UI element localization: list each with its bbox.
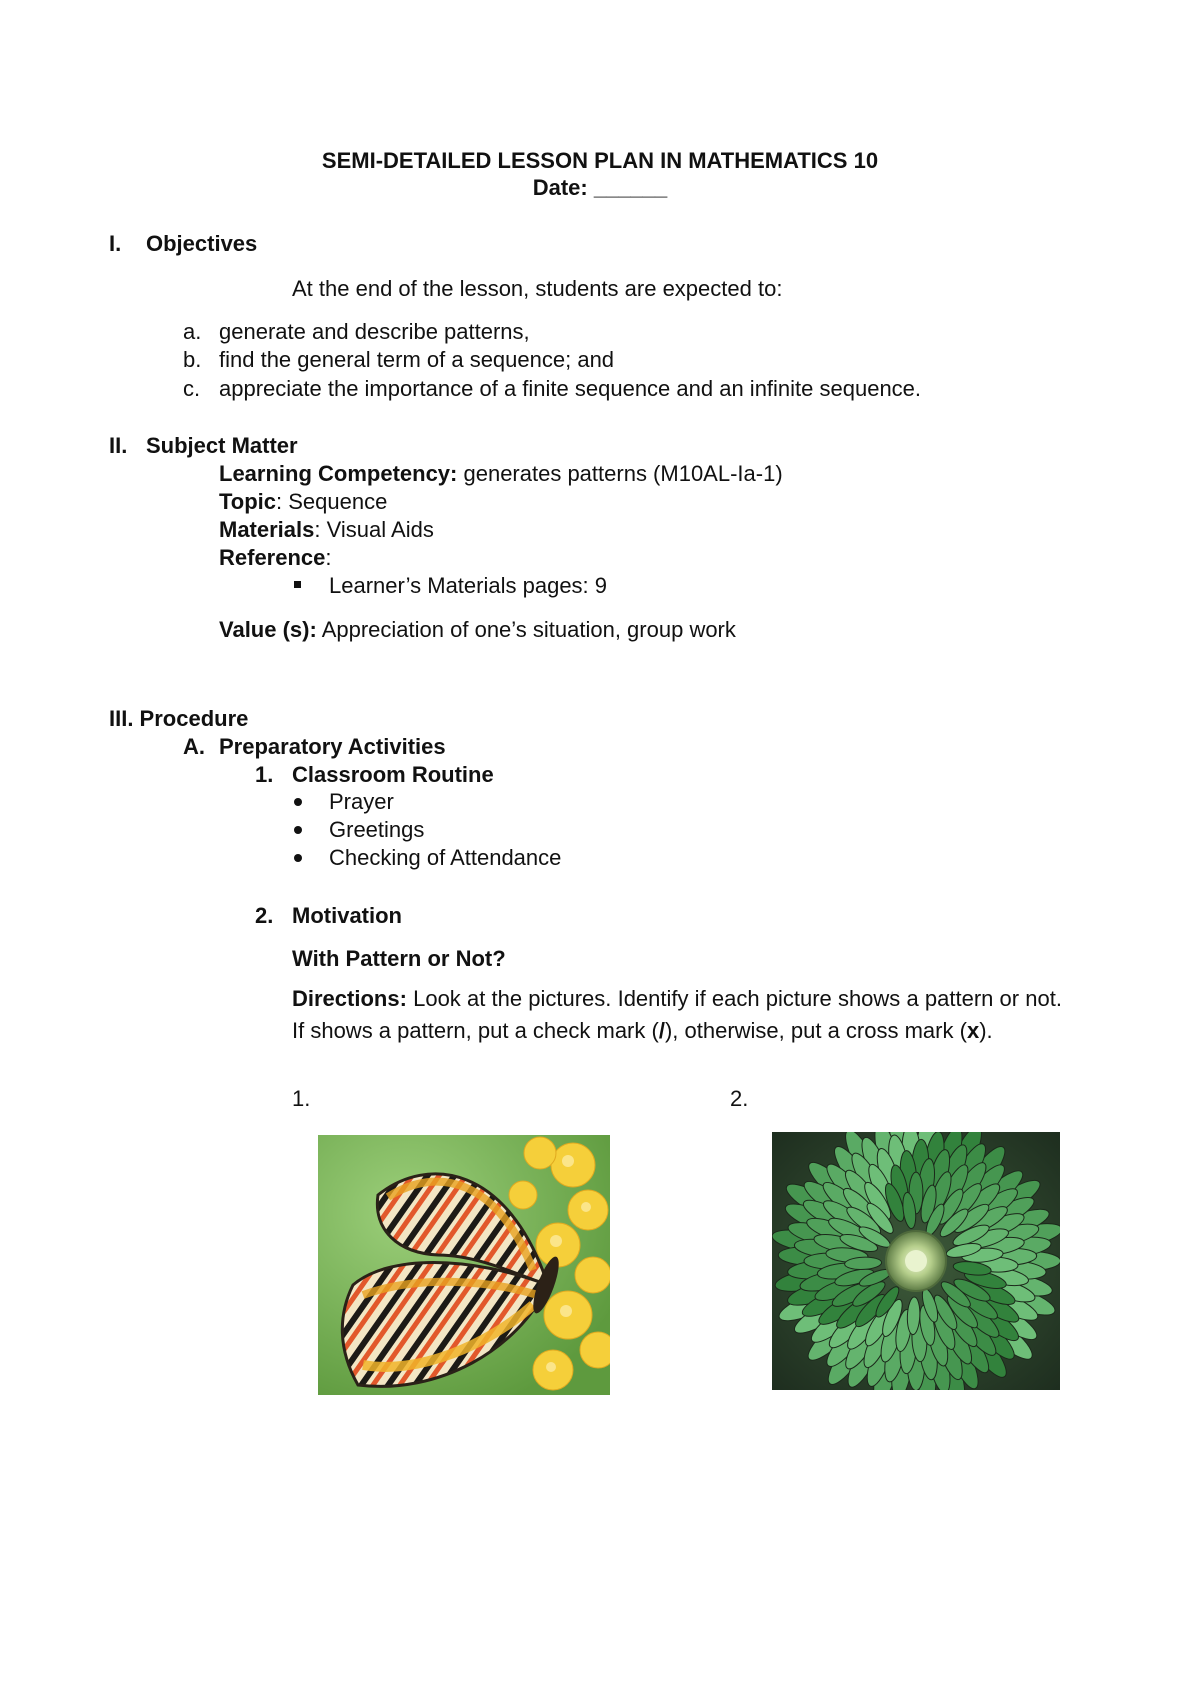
sub-a-heading: Preparatory Activities — [219, 734, 446, 759]
objective-text-b: find the general term of a sequence; and — [219, 347, 615, 372]
routine-item-greetings: Greetings — [329, 817, 425, 842]
objective-text-a: generate and describe patterns, — [219, 319, 530, 344]
directions-label: Directions: — [292, 986, 407, 1011]
round-bullet-icon — [294, 798, 302, 806]
item-1-heading: Classroom Routine — [292, 762, 494, 787]
competency-line — [219, 460, 783, 488]
objective-text-c: appreciate the importance of a finite sequence and an infinite sequence. — [219, 376, 922, 401]
directions-paragraph — [292, 983, 1062, 1047]
materials-label: Materials — [219, 517, 315, 542]
topic-label: Topic — [219, 489, 277, 514]
section-2-numeral: II. — [109, 433, 128, 458]
butterfly-image — [318, 1135, 610, 1395]
competency-label: Learning Competency: — [219, 461, 458, 486]
objectives-intro: At the end of the lesson, students are expected to: — [292, 276, 783, 301]
sub-a-letter: A. — [183, 734, 205, 759]
activity-title: With Pattern or Not? — [292, 946, 506, 971]
value-label: Value (s): — [219, 617, 317, 642]
directions-text-2: ), otherwise, put a cross mark ( — [664, 1018, 967, 1043]
cross-mark-symbol: x — [966, 1018, 980, 1043]
value-line — [219, 616, 736, 644]
directions-text-1: Look at the pictures. Identify if each picture shows a pattern or not. If shows a pattern, put a check mark ( — [292, 986, 1062, 1043]
reference-item: Learner’s Materials pages: 9 — [329, 573, 608, 598]
round-bullet-icon — [294, 826, 302, 834]
picture-1-number: 1. — [292, 1086, 311, 1111]
competency-value: generates patterns (M10AL-Ia-1) — [457, 461, 783, 486]
objective-letter-a: a. — [183, 319, 202, 344]
reference-value: : — [325, 545, 332, 570]
routine-item-attendance: Checking of Attendance — [329, 845, 562, 870]
date-line: Date: ______ — [532, 175, 668, 200]
spiral-plant-image — [772, 1132, 1060, 1390]
reference-line — [219, 544, 332, 572]
check-mark-symbol: / — [658, 1018, 665, 1043]
item-2-number: 2. — [255, 903, 274, 928]
round-bullet-icon — [294, 854, 302, 862]
section-3-heading: III. Procedure — [109, 706, 249, 731]
page-title: SEMI-DETAILED LESSON PLAN IN MATHEMATICS 10 — [321, 148, 879, 173]
section-1-heading: Objectives — [146, 231, 258, 256]
value-value: Appreciation of one’s situation, group work — [316, 617, 736, 642]
objective-letter-b: b. — [183, 347, 202, 372]
materials-line — [219, 516, 434, 544]
routine-item-prayer: Prayer — [329, 789, 394, 814]
topic-line — [219, 488, 387, 516]
picture-2-number: 2. — [730, 1086, 749, 1111]
section-2-heading: Subject Matter — [146, 433, 298, 458]
reference-label: Reference — [219, 545, 326, 570]
section-1-numeral: I. — [109, 231, 122, 256]
square-bullet-icon — [294, 581, 301, 588]
item-1-number: 1. — [255, 762, 274, 787]
directions-text-3: ). — [979, 1018, 993, 1043]
objective-letter-c: c. — [183, 376, 201, 401]
topic-value: : Sequence — [276, 489, 388, 514]
materials-value: : Visual Aids — [314, 517, 434, 542]
item-2-heading: Motivation — [292, 903, 402, 928]
